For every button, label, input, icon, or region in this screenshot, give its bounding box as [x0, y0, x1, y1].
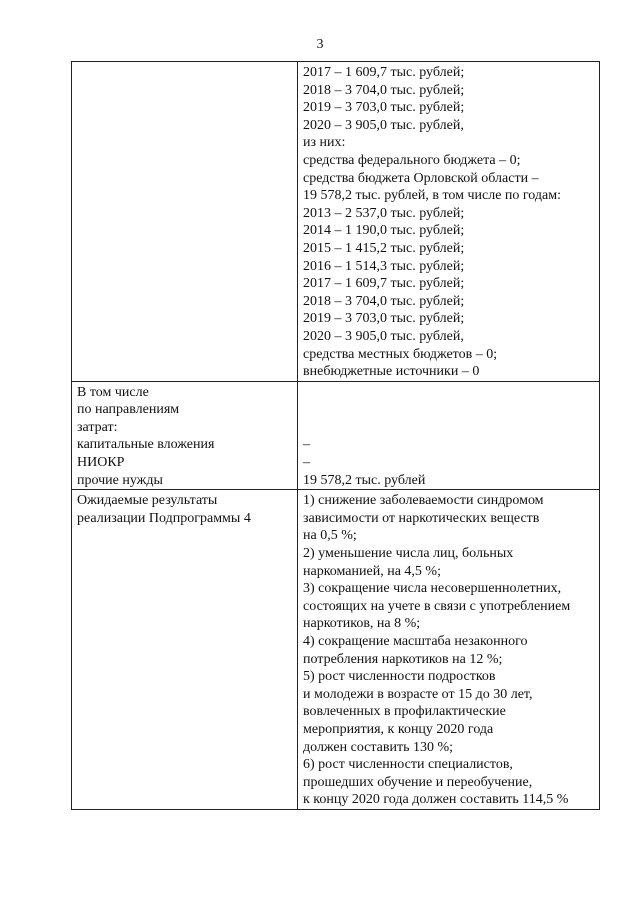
niokr-value: – — [303, 455, 310, 471]
expenses-label-line: НИОКР — [77, 455, 125, 471]
expenses-label-line: по направлениям — [77, 402, 180, 418]
funding-line: 2017 – 1 609,7 тыс. рублей; — [303, 65, 465, 80]
result-line: на 0,5 %; — [303, 528, 357, 544]
results-row — [72, 490, 600, 810]
results-label-line: реализации Подпрограммы 4 — [77, 510, 251, 526]
expenses-label-line: капитальные вложения — [77, 437, 215, 453]
funding-line: внебюджетные источники – 0 — [303, 364, 480, 380]
funding-line: 2020 – 3 905,0 тыс. рублей, — [303, 328, 464, 344]
funding-line: средства бюджета Орловской области – — [303, 170, 539, 186]
result-line: 3) сокращение числа несовершеннолетних, — [303, 581, 562, 597]
result-line: мероприятия, к концу 2020 года — [303, 721, 494, 737]
passport-table — [71, 61, 600, 810]
funding-line: 19 578,2 тыс. рублей, в том числе по годам: — [303, 188, 561, 204]
result-line: потребления наркотиков на 12 %; — [303, 651, 503, 667]
result-line: наркотиков, на 8 %; — [303, 616, 421, 632]
funding-cell — [298, 62, 600, 382]
result-line: и молодежи в возрасте от 15 до 30 лет, — [303, 686, 533, 702]
other-needs-value: 19 578,2 тыс. рублей — [303, 472, 426, 488]
funding-line: средства местных бюджетов – 0; — [303, 346, 498, 362]
result-line: 1) снижение заболеваемости синдромом — [303, 493, 544, 509]
result-line: прошедших обучение и переобучение, — [303, 774, 533, 790]
funding-line: 2017 – 1 609,7 тыс. рублей; — [303, 276, 465, 292]
funding-line: 2018 – 3 704,0 тыс. рублей; — [303, 82, 465, 98]
result-line: 4) сокращение масштаба незаконного — [303, 634, 528, 649]
expenses-label-line: В том числе — [77, 384, 149, 400]
funding-line: 2019 – 3 703,0 тыс. рублей; — [303, 100, 465, 116]
funding-line: 2019 – 3 703,0 тыс. рублей; — [303, 311, 465, 327]
result-line: 6) рост численности специалистов, — [303, 757, 513, 773]
results-cell — [298, 490, 600, 810]
result-line: 2) уменьшение числа лиц, больных — [303, 546, 514, 562]
funding-line: 2018 – 3 704,0 тыс. рублей; — [303, 293, 465, 309]
funding-label-cell — [72, 62, 298, 382]
expenses-row — [72, 381, 600, 490]
page-number: 3 — [316, 37, 324, 52]
result-line: вовлеченных в профилактические — [303, 704, 506, 720]
results-label-cell — [72, 490, 298, 810]
result-line: 5) рост численности подростков — [303, 669, 496, 685]
results-label-line: Ожидаемые результаты — [77, 493, 218, 509]
funding-line: 2020 – 3 905,0 тыс. рублей, — [303, 117, 464, 133]
funding-line: средства федерального бюджета – 0; — [303, 152, 521, 168]
expenses-label-line: затрат: — [77, 419, 118, 435]
funding-row — [72, 62, 600, 382]
funding-line: 2016 – 1 514,3 тыс. рублей; — [303, 258, 465, 274]
capital-investments-value: – — [303, 437, 310, 453]
funding-line: из них: — [303, 135, 346, 151]
result-line: к концу 2020 года должен составить 114,5 % — [303, 792, 569, 808]
result-line: наркоманией, на 4,5 %; — [303, 563, 441, 579]
result-line: должен составить 130 %; — [303, 739, 454, 755]
funding-line: 2013 – 2 537,0 тыс. рублей; — [303, 205, 465, 221]
expenses-values-cell — [298, 381, 600, 490]
funding-line: 2014 – 1 190,0 тыс. рублей; — [303, 223, 465, 239]
result-line: зависимости от наркотических веществ — [303, 510, 540, 526]
expenses-label-cell — [72, 381, 298, 490]
funding-line: 2015 – 1 415,2 тыс. рублей; — [303, 240, 465, 256]
expenses-label-line: прочие нужды — [77, 472, 163, 488]
result-line: состоящих на учете в связи с употреблением — [303, 598, 571, 614]
